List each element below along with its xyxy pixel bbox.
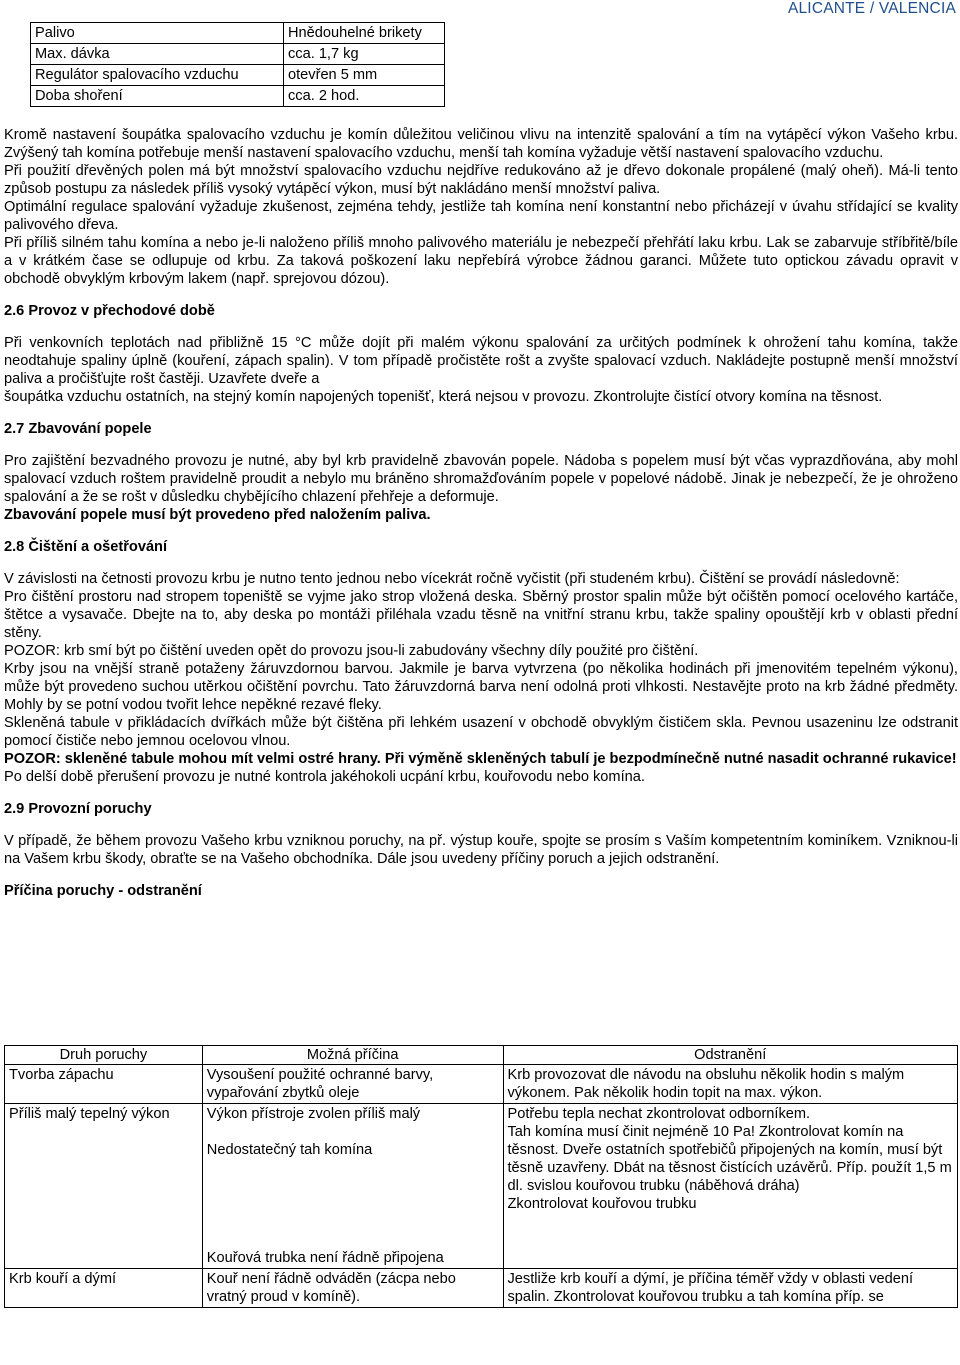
fault-cause: Kouřová trubka není řádně připojena xyxy=(206,1250,444,1266)
section-2-9-paragraph: V případě, že během provozu Vašeho krbu vzniknou poruchy, na př. výstup kouře, spojte se prosím s Vaším kompetentním kominíkem. Vzniknou-li na Vašem krbu škody, obraťte se na Vašeho obchodníka. Dále jsou uvedeny příčiny poruch a jejich odstranění. xyxy=(4,833,958,867)
column-header: Druh poruchy xyxy=(5,1046,203,1065)
fault-type: Tvorba zápachu xyxy=(5,1065,203,1104)
section-heading-2-6: 2.6 Provoz v přechodové době xyxy=(4,303,215,319)
section-2-6-paragraph: šoupátka vzduchu ostatních, na stejný komín napojených topenišť, která nejsou v provozu. Zkontrolujte čistící otvory komína na těsnost. xyxy=(4,389,883,405)
section-2-8-warning: POZOR: skleněné tabule mohou mít velmi ostré hrany. Při výměně skleněných tabulí je bezpodmínečně nutné nasadit ochranné rukavice! xyxy=(4,751,957,767)
spec-value: otevřen 5 mm xyxy=(284,65,445,86)
fault-type: Příliš malý tepelný výkon xyxy=(5,1104,203,1269)
intro-paragraph: Při použití dřevěných polen má být množství spalovacího vzduchu nejdříve redukováno až je dřevo dokonale propálené (malý oheň). Má-li tento způsob postupu za následek příliš vysoký vytápěcí výkon, musí být nakládáno menší množství paliva. xyxy=(4,163,958,197)
section-2-8-paragraph: POZOR: krb smí být po čištění uveden opět do provozu jsou-li zabudovány všechny díly použité pro čištění. xyxy=(4,643,699,659)
section-2-8-paragraph: Pro čištění prostoru nad stropem topeniště se vyjme jako strop vložená deska. Sběrný prostor spalin může být očištěn pomocí ocelového kartáče, štětce a vysavače. Dbejte na to, aby deska po montáži přiléhala vzadu těsně na vnitřní stranu krbu, takže spaliny opouštějí krb v oblasti přední stěny. xyxy=(4,589,958,641)
spec-label: Palivo xyxy=(31,23,284,44)
fault-cause-heading: Příčina poruchy - odstranění xyxy=(4,883,202,899)
fault-cause-cell xyxy=(202,1104,503,1269)
section-2-7-paragraph: Pro zajištění bezvadného provozu je nutné, aby byl krb pravidelně zbavován popele. Nádoba s popelem musí být včas vyprazdňována, aby mohl spalovací vzduch roštem pravidelně proudit a nebylo mu bráněno shromažďováním popele v popelové nádobě. Jinak je nebezpečí, že je ohroženo spalování a že se rošt v důsledku chybějícího chlazení přehřeje a deformuje. xyxy=(4,453,958,505)
fault-cause: Vysoušení použité ochranné barvy, vypařování zbytků oleje xyxy=(202,1065,503,1104)
fuel-spec-table xyxy=(30,22,445,107)
spec-label: Max. dávka xyxy=(31,44,284,65)
fault-fix-cell xyxy=(503,1104,958,1269)
section-2-8-paragraph: V závislosti na četnosti provozu krbu je nutno tento jednou nebo vícekrát ročně vyčistit (při studeném krbu). Čištění se provádí následovně: xyxy=(4,571,900,587)
spec-value: cca. 2 hod. xyxy=(284,86,445,107)
spec-value: cca. 1,7 kg xyxy=(284,44,445,65)
table-header-row xyxy=(5,1046,958,1065)
fault-fix: Krb provozovat dle návodu na obsluhu několik hodin s malým výkonem. Pak několik hodin topit na max. výkon. xyxy=(503,1065,958,1104)
fault-fix: Tah komína musí činit nejméně 10 Pa! Zkontrolovat komín na těsnost. Dveře ostatních spotřebičů připojených na komín, musí být těsně uzavřeny. Dbát na těsnost čistících uzávěrů. Příp. použít 1,5 m dl. svislou kouřovou trubku (náběhová dráha) xyxy=(507,1124,952,1194)
table-row xyxy=(5,1269,958,1308)
fault-cause: Kouř není řádně odváděn (zácpa nebo vratný proud v komíně). xyxy=(202,1269,503,1308)
document-body xyxy=(4,126,958,900)
table-row xyxy=(5,1065,958,1104)
spacer xyxy=(207,1159,499,1249)
spec-label: Doba shoření xyxy=(31,86,284,107)
section-2-8-paragraph: Po delší době přerušení provozu je nutné kontrola jakéhokoli ucpání krbu, kouřovodu nebo komína. xyxy=(4,769,645,785)
intro-paragraph: Kromě nastavení šoupátka spalovacího vzduchu je komín důležitou veličinou vlivu na intenzitě spalování a tím na vytápěcí výkon Vašeho krbu. Zvýšený tah komína potřebuje menší nastavení spalovacího vzduchu, menší tah komína vyžaduje větší nastavení spalovacího vzduchu. xyxy=(4,127,958,161)
table-row xyxy=(31,23,445,44)
fault-cause: Výkon přístroje zvolen příliš malý xyxy=(206,1106,421,1122)
column-header: Možná příčina xyxy=(202,1046,503,1065)
intro-paragraph: Optimální regulace spalování vyžaduje zkušenost, zejména tehdy, jestliže tah komína není konstantní nebo přicházejí v úvahu střídající se kvality palivového dřeva. xyxy=(4,199,958,233)
section-2-8-paragraph: Krby jsou na vnější straně potaženy žáruvzdornou barvou. Jakmile je barva vytvrzena (po několika hodinách při jmenovitém tepelném výkonu), může být provedeno suchou utěrkou očištění povrchu. Tato žáruvzdorná barva není odolná proti vlhkosti. Nestavějte proto na krb žádné předměty. Mohly by se potní vodou tvořit lehce nepěkné rezavé fleky. xyxy=(4,661,958,713)
fault-type: Krb kouří a dýmí xyxy=(5,1269,203,1308)
section-2-6-paragraph: Při venkovních teplotách nad přibližně 15 °C může dojít při malém výkonu spalování za určitých podmínek k ohrožení tahu komína, takže neodtahuje spaliny úplně (kouření, zápach spalin). V tom případě pročistěte rošt a zvyšte spalovací vzduch. Nakládejte postupně menší množství paliva a pročišťujte rošt častěji. Uzavřete dveře a xyxy=(4,335,958,387)
intro-paragraph: Při příliš silném tahu komína a nebo je-li naloženo příliš mnoho palivového materiálu je nebezpečí přehřátí laku krbu. Lak se zabarvuje stříbřitě/bíle a v krátkém čase se odlupuje od krbu. Za taková poškození laku nepřebírá výrobce žádnou garanci. Můžete tuto optickou závadu opravit v obchodě obvyklým krbovým lakem (např. sprejovou dózou). xyxy=(4,235,958,287)
section-heading-2-7: 2.7 Zbavování popele xyxy=(4,421,152,437)
section-2-7-warning: Zbavování popele musí být provedeno před naložením paliva. xyxy=(4,507,431,523)
brand-header: ALICANTE / VALENCIA xyxy=(787,0,956,17)
table-row xyxy=(5,1104,958,1269)
spec-value: Hnědouhelné brikety xyxy=(284,23,445,44)
table-row xyxy=(31,65,445,86)
fault-cause: Nedostatečný tah komína xyxy=(206,1142,373,1158)
section-heading-2-8: 2.8 Čištění a ošetřování xyxy=(4,539,168,555)
fault-fix: Potřebu tepla nechat zkontrolovat odborníkem. xyxy=(507,1106,811,1122)
section-2-8-paragraph: Skleněná tabule v přikládacích dvířkách může být čištěna při lehkém usazení v obchodě obvyklým čističem skla. Pevnou usazeninu lze odstranit pomocí čističe nebo jemnou ocelovou vlnou. xyxy=(4,715,958,749)
table-row xyxy=(31,44,445,65)
section-heading-2-9: 2.9 Provozní poruchy xyxy=(4,801,152,817)
fault-fix: Jestliže krb kouří a dýmí, je příčina téměř vždy v oblasti vedení spalin. Zkontrolovat kouřovou trubku a tah komína příp. se xyxy=(503,1269,958,1308)
table-row xyxy=(31,86,445,107)
fault-fix: Zkontrolovat kouřovou trubku xyxy=(507,1196,697,1212)
spec-label: Regulátor spalovacího vzduchu xyxy=(31,65,284,86)
fault-table xyxy=(4,1045,958,1308)
column-header: Odstranění xyxy=(503,1046,958,1065)
